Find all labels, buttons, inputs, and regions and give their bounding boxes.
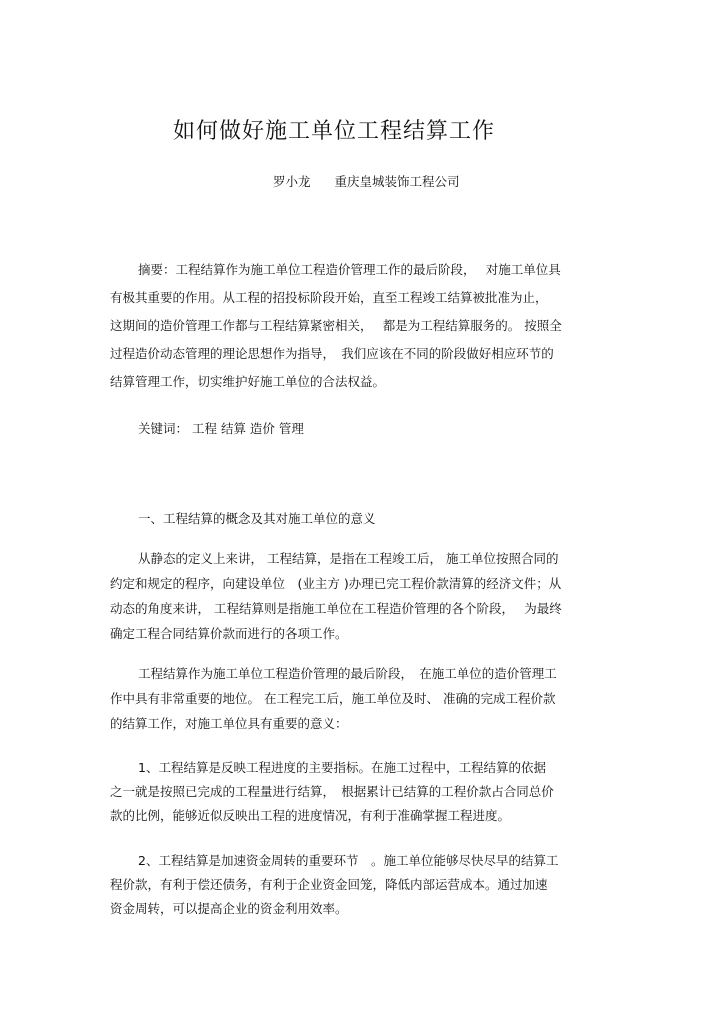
author-name: 罗小龙: [273, 174, 311, 189]
paragraph-line: 动态的角度来讲， 工程结算则是指施工单位在工程造价管理的各个阶段， 为最终: [110, 601, 562, 616]
abstract-line: 摘要：工程结算作为施工单位工程造价管理工作的最后阶段， 对施工单位具: [138, 262, 561, 277]
abstract-line: 结算管理工作，切实维护好施工单位的合法权益。: [110, 374, 386, 389]
abstract-line: 过程造价动态管理的理论思想作为指导， 我们应该在不同的阶段做好相应环节的: [110, 346, 554, 361]
paragraph-line: 资金周转，可以提高企业的资金利用效率。: [110, 901, 348, 916]
paragraph-line: 款的比例，能够近似反映出工程的进度情况，有利于准确掌握工程进度。: [110, 808, 511, 823]
author-company: 重庆皇城装饰工程公司: [334, 174, 460, 189]
paragraph-line: 2、工程结算是加速资金周转的重要环节 。施工单位能够尽快尽早的结算工: [138, 853, 559, 868]
paragraph-line: 工程结算作为施工单位工程造价管理的最后阶段， 在施工单位的造价管理工: [138, 666, 557, 681]
document-title: 如何做好施工单位工程结算工作: [173, 119, 496, 144]
paragraph-line: 之一就是按照已完成的工程量进行结算， 根据累计已结算的工程价款占合同总价: [110, 784, 554, 799]
paragraph-line: 程价款，有利于偿还债务，有利于企业资金回笼，降低内部运营成本。通过加速: [110, 877, 548, 892]
paragraph-line: 的结算工作，对施工单位具有重要的意义：: [110, 716, 348, 731]
section-heading: 一、工程结算的概念及其对施工单位的意义: [138, 511, 376, 526]
keywords: 关键词： 工程 结算 造价 管理: [138, 421, 304, 436]
paragraph-line: 从静态的定义上来讲， 工程结算，是指在工程竣工后， 施工单位按照合同的: [138, 551, 559, 566]
byline: [273, 172, 460, 190]
paragraph-line: 作中具有非常重要的地位。 在工程完工后，施工单位及时、 准确的完成工程价款: [110, 691, 556, 706]
paragraph-line: 确定工程合同结算价款而进行的各项工作。: [110, 626, 348, 641]
paragraph-line: 1、工程结算是反映工程进度的主要指标。在施工过程中，工程结算的依据: [138, 760, 546, 775]
paragraph-line: 约定和规定的程序，向建设单位 (业主方 )办理已完工程价款清算的经济文件；从: [110, 576, 562, 591]
abstract-line: 这期间的造价管理工作都与工程结算紧密相关， 都是为工程结算服务的。 按照全: [110, 318, 562, 333]
abstract-line: 有极其重要的作用。从工程的招投标阶段开始，直至工程竣工结算被批准为止，: [110, 290, 548, 305]
